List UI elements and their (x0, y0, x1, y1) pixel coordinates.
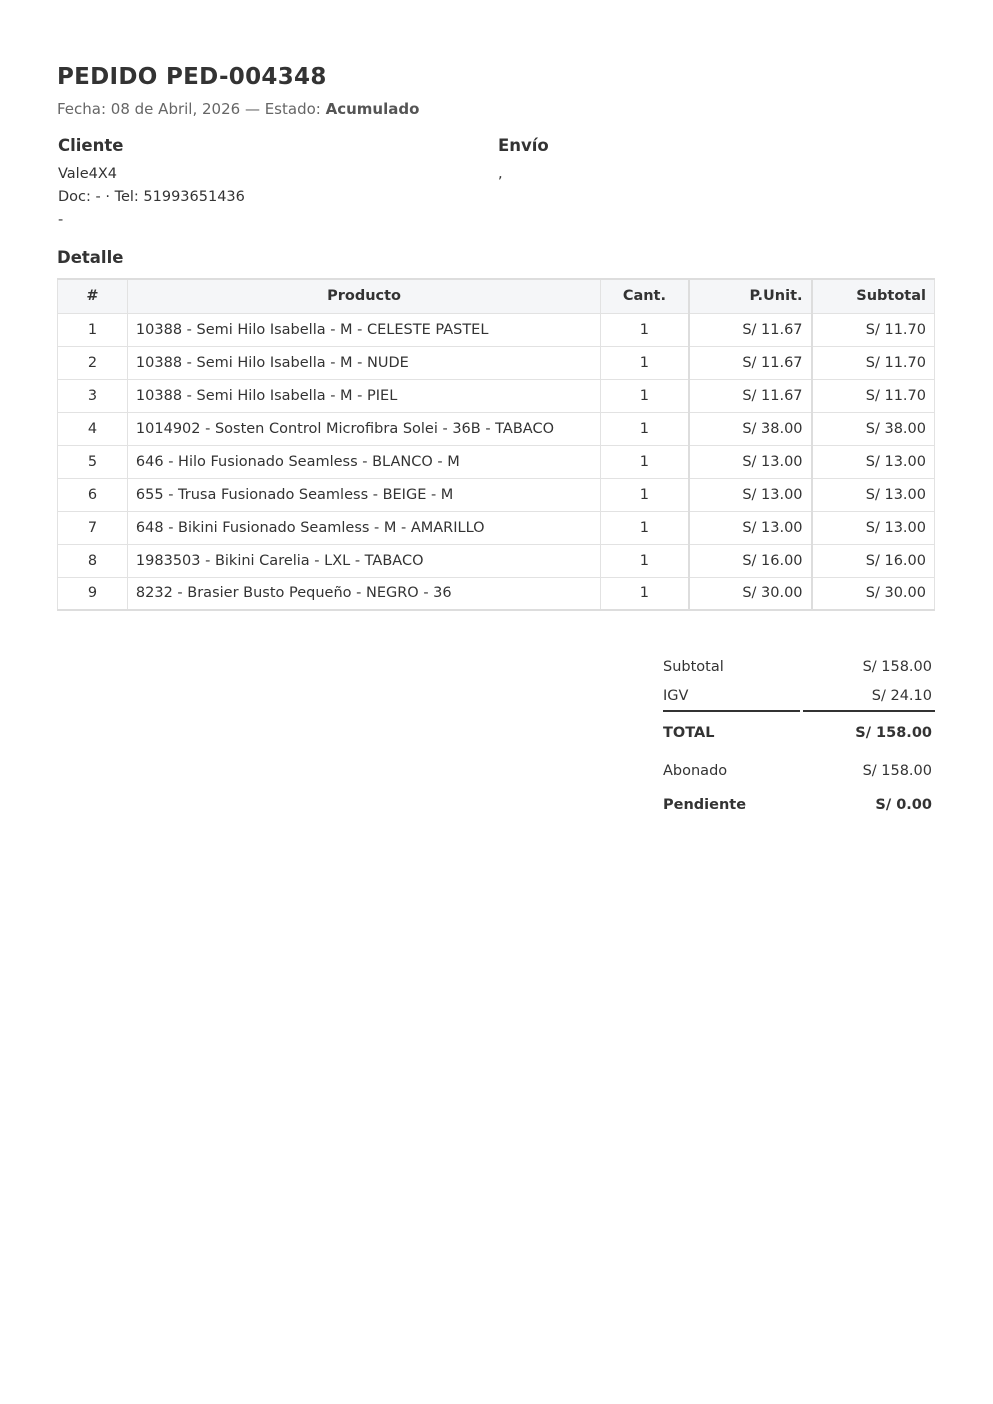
row-subtotal: S/ 13.00 (812, 445, 935, 478)
pending-value: S/ 0.00 (875, 797, 932, 813)
row-qty: 1 (601, 511, 689, 544)
order-document (57, 60, 935, 813)
row-qty: 1 (601, 577, 689, 610)
client-name: Vale4X4 (58, 166, 118, 182)
items-table (57, 278, 935, 611)
order-meta (57, 98, 935, 120)
table-row (58, 544, 935, 577)
table-row (58, 379, 935, 412)
totals-igv-row (663, 682, 935, 712)
table-row (58, 346, 935, 379)
client-doc-phone: Doc: - · Tel: 51993651436 (58, 189, 245, 205)
shipping-block (498, 134, 549, 186)
row-product: 646 - Hilo Fusionado Seamless - BLANCO - M (127, 445, 600, 478)
subtotal-value: S/ 158.00 (862, 659, 932, 675)
row-unit-price: S/ 13.00 (689, 478, 812, 511)
total-value: S/ 158.00 (855, 725, 932, 741)
row-product: 655 - Trusa Fusionado Seamless - BEIGE - M (127, 478, 600, 511)
col-header-subtotal: Subtotal (812, 279, 935, 313)
row-unit-price: S/ 30.00 (689, 577, 812, 610)
row-num: 3 (58, 379, 128, 412)
pending-label: Pendiente (663, 797, 747, 813)
totals-pending-row (663, 790, 935, 820)
row-product: 10388 - Semi Hilo Isabella - M - PIEL (127, 379, 600, 412)
paid-label: Abonado (663, 763, 728, 779)
row-subtotal: S/ 13.00 (812, 511, 935, 544)
col-header-unit-price: P.Unit. (689, 279, 812, 313)
shipping-heading: Envío (498, 136, 549, 155)
row-unit-price: S/ 11.67 (689, 346, 812, 379)
row-unit-price: S/ 16.00 (689, 544, 812, 577)
row-subtotal: S/ 38.00 (812, 412, 935, 445)
client-heading: Cliente (58, 136, 124, 155)
table-row (58, 478, 935, 511)
row-unit-price: S/ 13.00 (689, 511, 812, 544)
row-product: 8232 - Brasier Busto Pequeño - NEGRO - 36 (127, 577, 600, 610)
table-header-row (58, 279, 935, 313)
row-qty: 1 (601, 544, 689, 577)
row-qty: 1 (601, 412, 689, 445)
row-subtotal: S/ 11.70 (812, 379, 935, 412)
row-product: 10388 - Semi Hilo Isabella - M - NUDE (127, 346, 600, 379)
row-num: 4 (58, 412, 128, 445)
row-num: 5 (58, 445, 128, 478)
row-subtotal: S/ 13.00 (812, 478, 935, 511)
row-product: 1014902 - Sosten Control Microfibra Solei - 36B - TABACO (127, 412, 600, 445)
row-unit-price: S/ 13.00 (689, 445, 812, 478)
row-subtotal: S/ 11.70 (812, 346, 935, 379)
table-row (58, 511, 935, 544)
col-header-qty: Cant. (601, 279, 689, 313)
row-product: 10388 - Semi Hilo Isabella - M - CELESTE PASTEL (127, 313, 600, 346)
totals-block (663, 652, 935, 820)
row-qty: 1 (601, 346, 689, 379)
row-num: 7 (58, 511, 128, 544)
client-extra: - (58, 212, 64, 228)
col-header-product: Producto (127, 279, 600, 313)
order-status: Acumulado (325, 100, 420, 118)
row-qty: 1 (601, 313, 689, 346)
row-unit-price: S/ 11.67 (689, 313, 812, 346)
totals-total-row (663, 718, 935, 750)
table-row (58, 445, 935, 478)
row-product: 1983503 - Bikini Carelia - LXL - TABACO (127, 544, 600, 577)
row-num: 6 (58, 478, 128, 511)
row-qty: 1 (601, 379, 689, 412)
row-num: 9 (58, 577, 128, 610)
client-block (58, 134, 245, 232)
totals-paid-row (663, 756, 935, 786)
row-qty: 1 (601, 445, 689, 478)
row-subtotal: S/ 30.00 (812, 577, 935, 610)
shipping-address: , (498, 166, 503, 182)
col-header-num: # (58, 279, 128, 313)
row-subtotal: S/ 11.70 (812, 313, 935, 346)
table-row (58, 577, 935, 610)
row-unit-price: S/ 38.00 (689, 412, 812, 445)
order-date-status-text: Fecha: 08 de Abril, 2026 — Estado: (57, 100, 326, 118)
row-subtotal: S/ 16.00 (812, 544, 935, 577)
parties-section (57, 134, 935, 246)
paid-value: S/ 158.00 (862, 763, 932, 779)
totals-subtotal-row (663, 652, 935, 682)
igv-label: IGV (663, 682, 800, 712)
row-product: 648 - Bikini Fusionado Seamless - M - AMARILLO (127, 511, 600, 544)
row-num: 8 (58, 544, 128, 577)
row-num: 1 (58, 313, 128, 346)
row-num: 2 (58, 346, 128, 379)
igv-value: S/ 24.10 (803, 682, 935, 712)
total-label: TOTAL (663, 725, 715, 741)
page-title: PEDIDO PED-004348 (57, 64, 327, 90)
detail-heading: Detalle (57, 248, 124, 267)
table-row (58, 313, 935, 346)
subtotal-label: Subtotal (663, 659, 724, 675)
table-row (58, 412, 935, 445)
row-unit-price: S/ 11.67 (689, 379, 812, 412)
row-qty: 1 (601, 478, 689, 511)
